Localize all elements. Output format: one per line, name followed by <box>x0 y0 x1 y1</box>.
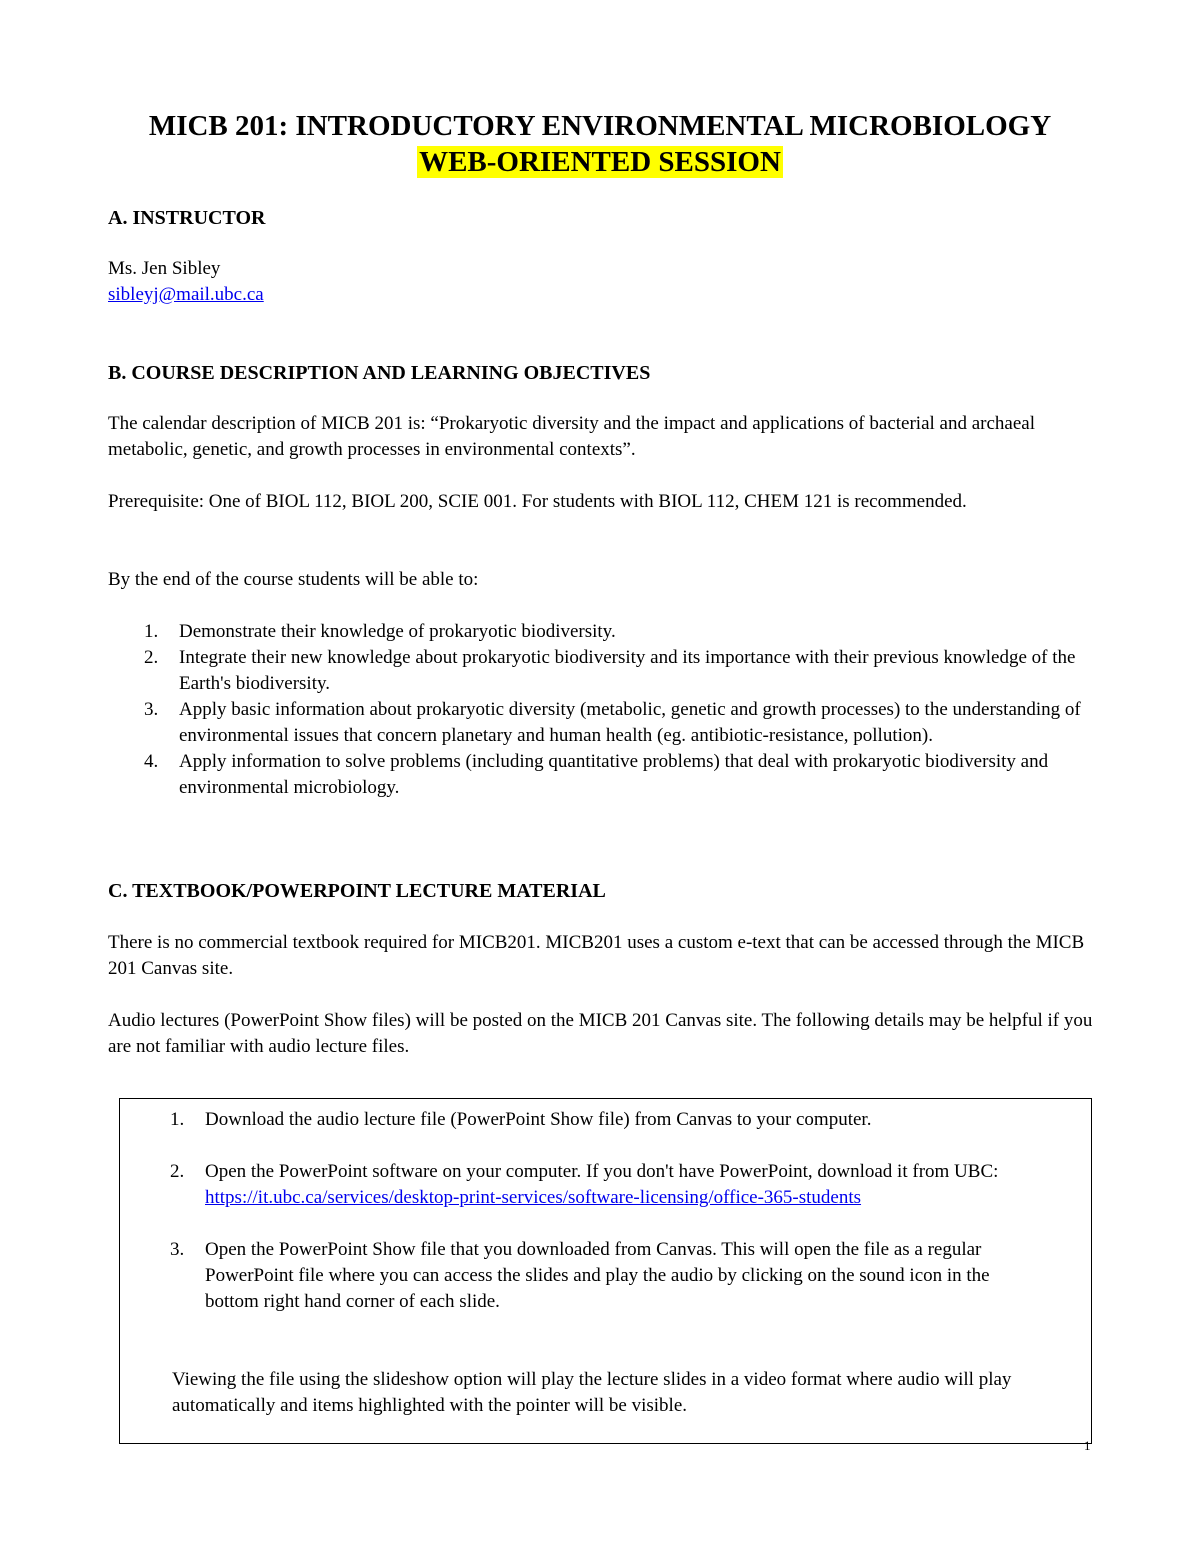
objectives-intro: By the end of the course students will be able to: <box>108 569 479 590</box>
step-number: 3. <box>170 1239 185 1260</box>
objectives-list <box>108 619 1098 801</box>
objective-item <box>108 697 1098 749</box>
document-title: MICB 201: INTRODUCTORY ENVIRONMENTAL MICROBIOLOGY <box>148 110 1052 142</box>
instructions-steps-list <box>120 1107 1040 1341</box>
prerequisite-text: Prerequisite: One of BIOL 112, BIOL 200, SCIE 001. For students with BIOL 112, CHEM 121 is recommended. <box>108 491 967 512</box>
objective-number: 3. <box>144 699 159 720</box>
instruction-step <box>120 1107 1040 1133</box>
section-b-heading: B. COURSE DESCRIPTION AND LEARNING OBJECTIVES <box>108 362 651 384</box>
objective-number: 4. <box>144 751 159 772</box>
instructions-box <box>119 1098 1092 1444</box>
step-number: 2. <box>170 1161 185 1182</box>
audio-lectures-text: Audio lectures (PowerPoint Show files) will be posted on the MICB 201 Canvas site. The following details may be helpful if you are not familiar with audio lecture files. <box>108 1010 1093 1057</box>
instruction-step <box>120 1159 1040 1211</box>
objective-text: Integrate their new knowledge about prokaryotic biodiversity and its importance with their previous knowledge of the Earth's biodiversity. <box>179 647 1076 694</box>
slideshow-note: Viewing the file using the slideshow option will play the lecture slides in a video format where audio will play automatically and items highlighted with the pointer will be visible. <box>172 1369 1012 1416</box>
textbook-text: There is no commercial textbook required for MICB201. MICB201 uses a custom e-text that can be accessed through the MICB 201 Canvas site. <box>108 932 1085 979</box>
objective-number: 1. <box>144 621 159 642</box>
step-text: Open the PowerPoint software on your computer. If you don't have PowerPoint, download it from UBC: <box>205 1161 999 1182</box>
objective-text: Apply information to solve problems (including quantitative problems) that deal with prokaryotic biodiversity and environmental microbiology. <box>179 751 1049 798</box>
objective-item <box>108 619 1098 645</box>
step-number: 1. <box>170 1109 185 1130</box>
section-a-heading: A. INSTRUCTOR <box>108 207 266 229</box>
objective-number: 2. <box>144 647 159 668</box>
objective-item <box>108 645 1098 697</box>
step-text: Download the audio lecture file (PowerPoint Show file) from Canvas to your computer. <box>205 1109 872 1130</box>
instructor-email-link[interactable]: sibleyj@mail.ubc.ca <box>108 284 264 305</box>
calendar-description: The calendar description of MICB 201 is: “Prokaryotic diversity and the impact and applications of bacterial and archaeal metabolic, genetic, and growth processes in environmental contexts”. <box>108 413 1035 460</box>
office365-download-link[interactable]: https://it.ubc.ca/services/desktop-print-services/software-licensing/office-365-students <box>205 1187 862 1208</box>
page-number: 1 <box>1084 1438 1091 1453</box>
section-c-heading: C. TEXTBOOK/POWERPOINT LECTURE MATERIAL <box>108 880 606 902</box>
objective-text: Apply basic information about prokaryotic diversity (metabolic, genetic and growth processes) to the understanding of environmental issues that concern planetary and human health (eg. antibiotic-resistance, pollution). <box>179 699 1081 746</box>
objective-item <box>108 749 1098 801</box>
instructor-email-line <box>108 282 1098 308</box>
instructor-name: Ms. Jen Sibley <box>108 258 221 279</box>
subtitle-container <box>0 144 1200 180</box>
instruction-step <box>120 1237 1040 1315</box>
objective-text: Demonstrate their knowledge of prokaryotic biodiversity. <box>179 621 616 642</box>
document-subtitle: WEB-ORIENTED SESSION <box>419 146 781 178</box>
step-text: Open the PowerPoint Show file that you downloaded from Canvas. This will open the file as a regular PowerPoint file where you can access the slides and play the audio by clicking on the sound icon in the bottom right hand corner of each slide. <box>205 1239 990 1312</box>
